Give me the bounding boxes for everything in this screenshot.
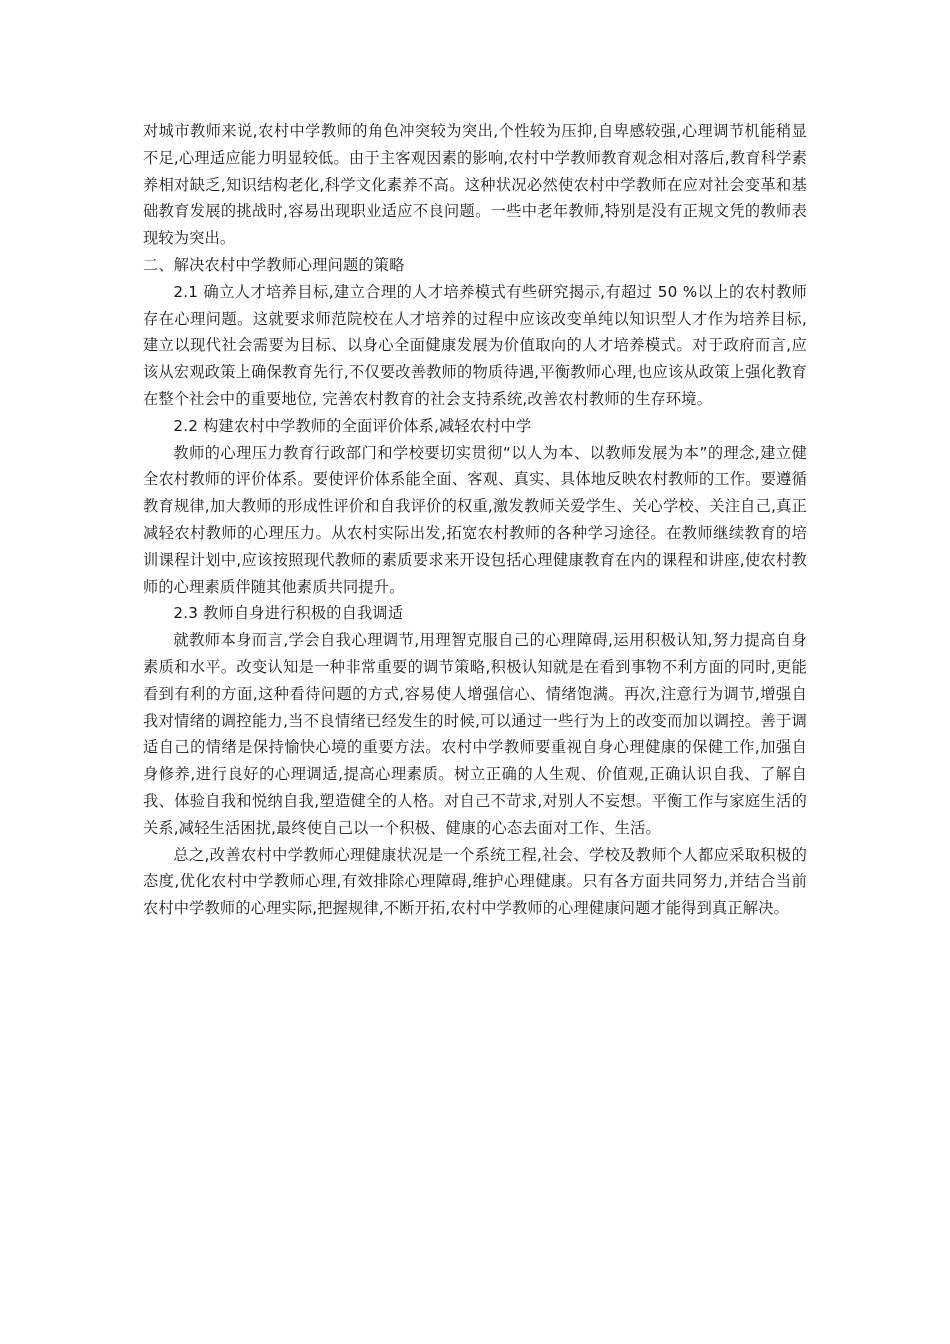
document-body xyxy=(143,118,807,922)
paragraph-conclusion: 总之,改善农村中学教师心理健康状况是一个系统工程,社会、学校及教师个人都应采取积极的态度,优化农村中学教师心理,有效排除心理障碍,维护心理健康。只有各方面共同努力,并结合当前农村中学教师的心理实际,把握规律,不断开拓,农村中学教师的心理健康问题才能得到真正解决。 xyxy=(143,845,807,918)
paragraph-intro-continuation: 对城市教师来说,农村中学教师的角色冲突较为突出,个性较为压抑,自卑感较强,心理调节机能稍显不足,心理适应能力明显较低。由于主客观因素的影响,农村中学教师教育观念相对落后,教育科学素养相对缺乏,知识结构老化,科学文化素养不高。这种状况必然使农村中学教师在应对社会变革和基础教育发展的挑战时,容易出现职业适应不良问题。一些中老年教师,特别是没有正规文凭的教师表现较为突出。 xyxy=(143,122,807,248)
paragraph-section-2-2: 教师的心理压力教育行政部门和学校要切实贯彻“以人为本、以教师发展为本”的理念,建立健全农村教师的评价体系。要使评价体系能全面、客观、真实、具体地反映农村教师的工作。要遵循教育规律,加大教师的形成性评价和自我评价的权重,激发教师关爱学生、关心学校、关注自己,真正减轻农村教师的心理压力。从农村实际出发,拓宽农村教师的各种学习途径。在教师继续教育的培训课程计划中,应该按照现代教师的素质要求来开设包括心理健康教育在内的课程和讲座,使农村教师的心理素质伴随其他素质共同提升。 xyxy=(143,443,807,596)
subheading-section-2-2: 2.2 构建农村中学教师的全面评价体系,减轻农村中学 xyxy=(173,416,532,435)
paragraph-section-2-1: 2.1 确立人才培养目标,建立合理的人才培养模式有些研究揭示,有超过 50 %以上的农村教师存在心理问题。这就要求师范院校在人才培养的过程中应该改变单纯以知识型人才作为培养目标,建立以现代社会需要为目标、以身心全面健康发展为价值取向的人才培养模式。对于政府而言,应该从宏观政策上确保教育先行,不仅要改善教师的物质待遇,平衡教师心理,也应该从政策上强化教育在整个社会中的重要地位, 完善农村教育的社会支持系统,改善农村教师的生存环境。 xyxy=(143,282,807,408)
paragraph-section-2-3: 就教师本身而言,学会自我心理调节,用理智克服自己的心理障碍,运用积极认知,努力提高自身素质和水平。改变认知是一种非常重要的调节策略,积极认知就是在看到事物不利方面的同时,更能看到有利的方面,这种看待问题的方式,容易使人增强信心、情绪饱满。再次,注意行为调节,增强自我对情绪的调控能力,当不良情绪已经发生的时候,可以通过一些行为上的改变而加以调控。善于调适自己的情绪是保持愉快心境的重要方法。农村中学教师要重视自身心理健康的保健工作,加强自身修养,进行良好的心理调适,提高心理素质。树立正确的人生观、价值观,正确认识自我、了解自我、体验自我和悦纳自我,塑造健全的人格。对自己不苛求,对别人不妄想。平衡工作与家庭生活的关系,减轻生活困扰,最终使自己以一个积极、健康的心态去面对工作、生活。 xyxy=(143,631,807,837)
subheading-section-2-3: 2.3 教师自身进行积极的自我调适 xyxy=(173,604,404,623)
section-heading-strategies: 二、解决农村中学教师心理问题的策略 xyxy=(143,255,405,274)
